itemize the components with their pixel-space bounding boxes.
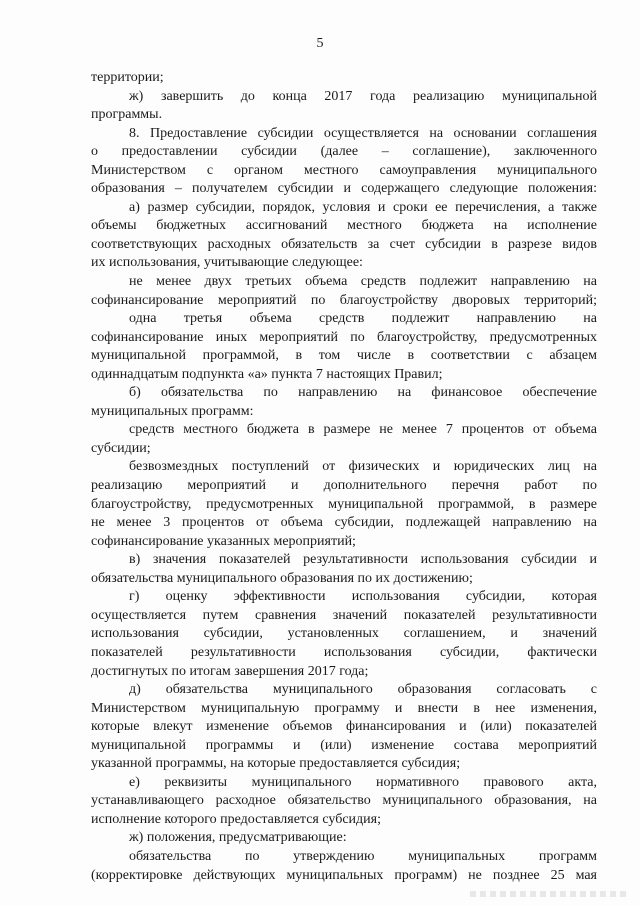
text-line: ж) завершить до конца 2017 года реализацию муниципальной <box>129 88 597 104</box>
text-line: их использования, учитывающие следующее: <box>91 255 363 271</box>
text-line: указанной программы, на которые предоставляется субсидия; <box>91 756 461 772</box>
text-line: достигнутых по итогам завершения 2017 года; <box>91 663 369 679</box>
scan-artifact <box>470 891 630 897</box>
text-line: а) размер субсидии, порядок, условия и сроки ее перечисления, а также <box>129 199 597 215</box>
text-line: территории; <box>91 70 164 85</box>
text-line: о предоставлении субсидии (далее – соглашение), заключенного <box>91 144 597 160</box>
text-line: софинансирование указанных мероприятий; <box>91 533 356 549</box>
document-body <box>91 69 597 885</box>
text-line: объемы бюджетных ассигнований местного бюджета на исполнение <box>91 218 597 234</box>
text-line: использования субсидии, установленных соглашением, и значений <box>91 626 597 642</box>
text-line: Министерством муниципальную программу и внести в нее изменения, <box>91 700 597 716</box>
text-line: обязательства по утверждению муниципальных программ <box>129 848 597 864</box>
text-line: е) реквизиты муниципального нормативного правового акта, <box>129 774 597 790</box>
page-number: 5 <box>316 36 324 51</box>
text-line: показателей результативности использования субсидии, фактически <box>91 644 597 660</box>
text-line: г) оценку эффективности использования субсидии, которая <box>129 589 597 605</box>
text-line: д) обязательства муниципального образования согласовать с <box>129 682 597 698</box>
text-line: не менее двух третьих объема средств подлежит направлению на <box>129 274 597 290</box>
text-line: осуществляется путем сравнения значений показателей результативности <box>91 607 597 623</box>
text-line: исполнение которого предоставляется субсидия; <box>91 811 381 827</box>
text-line: 8. Предоставление субсидии осуществляется на основании соглашения <box>129 125 597 141</box>
text-line: (корректировке действующих муниципальных программ) не позднее 25 мая <box>91 867 597 883</box>
text-line: софинансирование иных мероприятий по благоустройству, предусмотренных <box>91 329 597 345</box>
text-line: одна третья объема средств подлежит направлению на <box>129 311 597 327</box>
text-line: муниципальной программой, в том числе в соответствии с абзацем <box>91 348 597 364</box>
text-line: Министерством с органом местного самоуправления муниципального <box>91 162 597 178</box>
text-line: соответствующих расходных обязательств за счет субсидии в разрезе видов <box>91 236 597 252</box>
text-line: софинансирование мероприятий по благоустройству дворовых территорий; <box>91 292 597 308</box>
text-line: обязательства муниципального образования по их достижению; <box>91 570 473 586</box>
text-line: реализацию мероприятий и дополнительного перечня работ по <box>91 478 597 494</box>
text-line: образования – получателем субсидии и содержащего следующие положения: <box>91 181 597 197</box>
text-line: муниципальной программы и (или) изменение состава мероприятий <box>91 737 597 753</box>
text-line: устанавливающего расходное обязательство муниципального образования, на <box>91 793 597 809</box>
text-line: благоустройству, предусмотренных муниципальной программой, в размере <box>91 496 597 512</box>
text-line: в) значения показателей результативности использования субсидии и <box>129 552 597 568</box>
text-line: программы. <box>91 107 163 123</box>
text-line: субсидии; <box>91 440 151 456</box>
text-line: средств местного бюджета в размере не менее 7 процентов от объема <box>129 422 597 438</box>
text-line: одиннадцатым подпункта «а» пункта 7 настоящих Правил; <box>91 366 443 382</box>
text-line: муниципальных программ: <box>91 403 254 419</box>
text-line: не менее 3 процентов от объема субсидии, подлежащей направлению на <box>91 515 597 531</box>
text-line: безвозмездных поступлений от физических и юридических лиц на <box>129 459 597 475</box>
text-line: которые влекут изменение объемов финансирования и (или) показателей <box>91 719 597 735</box>
text-line: ж) положения, предусматривающие: <box>129 830 347 846</box>
text-line: б) обязательства по направлению на финансовое обеспечение <box>129 385 597 401</box>
